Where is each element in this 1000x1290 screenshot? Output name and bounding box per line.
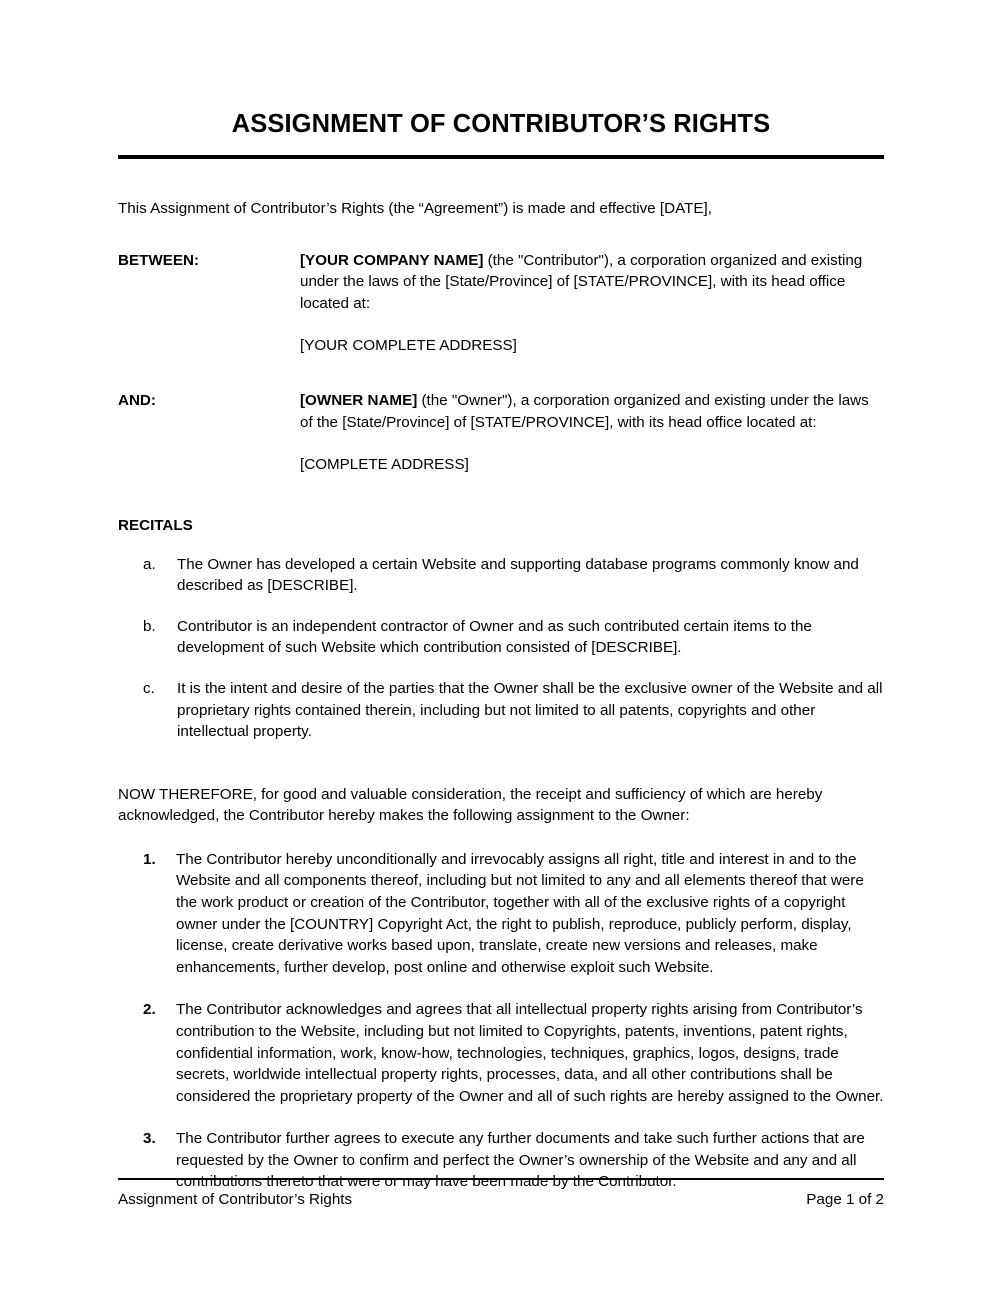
party-clause-owner xyxy=(300,390,884,433)
party-description-owner: (the "Owner"), a corporation organized and existing under the laws of the [State/Province] of [STATE/PROVINCE], with its head office located at: xyxy=(300,391,869,431)
party-clause-contributor xyxy=(300,250,884,315)
recitals-heading: RECITALS xyxy=(118,516,193,534)
party-label-between: BETWEEN: xyxy=(118,251,199,269)
footer-document-name: Assignment of Contributor’s Rights xyxy=(118,1191,353,1208)
list-item xyxy=(118,849,884,978)
list-item xyxy=(118,554,884,597)
now-therefore-paragraph: NOW THEREFORE, for good and valuable consideration, the receipt and sufficiency of which are hereby acknowledged, the Contributor hereby makes the following assignment to the Owner: xyxy=(118,785,823,825)
recital-text: The Owner has developed a certain Website and supporting database programs commonly know and described as [DESCRIBE]. xyxy=(177,555,859,595)
party-details-owner xyxy=(300,390,884,476)
clause-marker: 1. xyxy=(143,850,156,868)
party-address-contributor: [YOUR COMPLETE ADDRESS] xyxy=(300,337,517,355)
list-item xyxy=(118,616,884,659)
footer-row xyxy=(118,1191,884,1208)
recital-text: Contributor is an independent contractor of Owner and as such contributed certain items to the development of such Website which contribution consisted of [DESCRIBE]. xyxy=(177,617,812,657)
party-label-and: AND: xyxy=(118,391,156,409)
list-item xyxy=(118,999,884,1107)
list-item xyxy=(118,678,884,743)
recital-marker: a. xyxy=(143,555,156,573)
recital-marker: c. xyxy=(143,679,155,697)
party-name-owner: [OWNER NAME] xyxy=(300,391,418,409)
clause-text: The Contributor acknowledges and agrees that all intellectual property rights arising from Contributor’s contribution to the Website, including but not limited to Copyrights, patents, inventions, patent rights, confidential information, work, know-how, technologies, techniques, graphics, logos, designs, trade secrets, worldwide intellectual property rights, processes, data, and all other contributions shall be considered the proprietary property of the Owner and all of such rights are hereby assigned to the Owner. xyxy=(176,1001,884,1105)
page-footer xyxy=(118,1178,884,1208)
agreement-intro-paragraph: This Assignment of Contributor’s Rights (the “Agreement”) is made and effective [DATE], xyxy=(118,200,712,218)
party-name-contributor: [YOUR COMPANY NAME] xyxy=(300,251,484,269)
party-block-and xyxy=(118,390,884,476)
document-content xyxy=(118,0,884,1193)
clause-marker: 3. xyxy=(143,1130,156,1148)
assignment-clause-list xyxy=(118,849,884,1193)
clause-text: The Contributor hereby unconditionally and irrevocably assigns all right, title and interest in and to the Website and all components thereof, including but not limited to any and all elements thereof that were the work product or creation of the Contributor, together with all of the exclusive rights of a copyright owner under the [COUNTRY] Copyright Act, the right to publish, reproduce, publicly perform, display, license, create derivative works based upon, translate, create new versions and releases, make enhancements, further develop, post online and otherwise exploit such Website. xyxy=(176,850,864,976)
party-details-contributor xyxy=(300,250,884,357)
recital-text: It is the intent and desire of the parties that the Owner shall be the exclusive owner of the Website and all proprietary rights contained therein, including but not limited to all patents, copyrights and other intellectual property. xyxy=(177,679,883,741)
footer-divider xyxy=(118,1178,884,1180)
footer-page-number: Page 1 of 2 xyxy=(806,1191,884,1208)
clause-text: The Contributor further agrees to execute any further documents and take such further actions that are requested by the Owner to confirm and perfect the Owner’s ownership of the Website and any and all contributions thereto that were or may have been made by the Contributor. xyxy=(176,1130,865,1191)
recital-marker: b. xyxy=(143,617,156,635)
party-address-owner: [COMPLETE ADDRESS] xyxy=(300,456,469,474)
party-description-contributor: (the "Contributor"), a corporation organized and existing under the laws of the [State/Province] of [STATE/PROVINCE], with its head office located at: xyxy=(300,251,863,312)
clause-marker: 2. xyxy=(143,1001,156,1019)
recitals-list xyxy=(118,554,884,743)
page-title: ASSIGNMENT OF CONTRIBUTOR’S RIGHTS xyxy=(231,110,771,138)
party-block-between xyxy=(118,250,884,357)
title-divider xyxy=(118,155,884,159)
